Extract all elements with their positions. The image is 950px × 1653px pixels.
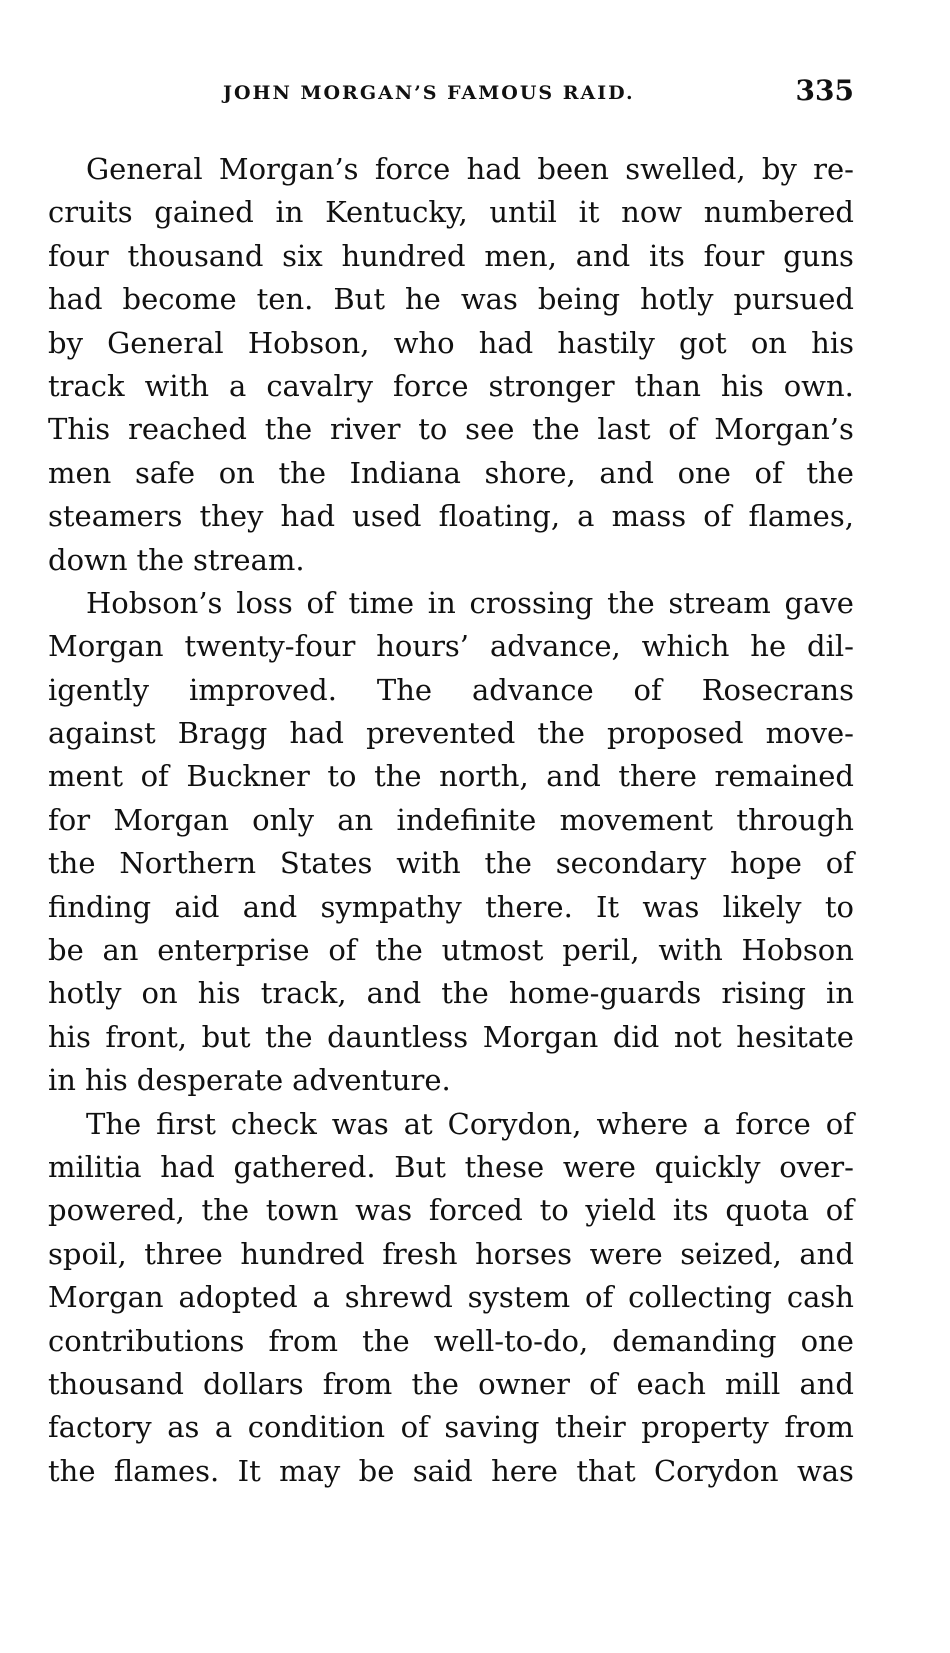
word: adventure. [292, 1063, 451, 1098]
word: he [405, 282, 441, 317]
word: become [122, 282, 237, 317]
word: the [48, 1453, 96, 1488]
word: hours’ [376, 629, 470, 664]
word: men [48, 455, 112, 490]
word: check [230, 1106, 317, 1141]
word: may [279, 1453, 341, 1488]
word: to [327, 759, 357, 794]
word: secondary [555, 846, 707, 881]
word: Kentucky, [325, 195, 468, 230]
word: reached [127, 412, 247, 447]
text-line [48, 191, 854, 234]
text-line [48, 365, 854, 408]
word: swelled, [625, 152, 746, 186]
word: did [612, 1019, 660, 1054]
word: an [102, 933, 139, 968]
text-line [48, 495, 854, 538]
word: hotly [48, 976, 122, 1011]
word: move- [765, 716, 854, 751]
word: But [394, 1149, 446, 1184]
word: and [575, 238, 631, 273]
word: the [278, 455, 326, 490]
word: ten. [256, 282, 314, 317]
word: dil- [807, 629, 854, 664]
word: system [467, 1280, 571, 1315]
word: hundred [240, 1236, 365, 1271]
text-line [48, 408, 854, 451]
word: for [48, 802, 91, 837]
word: collecting [628, 1280, 772, 1315]
word: see [465, 412, 515, 447]
word: of [825, 1106, 854, 1141]
word: and [799, 1236, 854, 1271]
word: from [784, 1410, 854, 1445]
word: and [599, 455, 654, 490]
word: and [799, 1366, 854, 1401]
word: The [376, 672, 433, 707]
word: mass [611, 499, 687, 534]
word: by [761, 152, 797, 186]
word: was [460, 282, 518, 317]
word: Rosecrans [701, 672, 854, 707]
word: dauntless [327, 1019, 469, 1054]
word: not [673, 1019, 722, 1054]
word: stream. [193, 542, 305, 577]
text-line [48, 1103, 854, 1146]
word: aid [174, 889, 220, 924]
word: time [348, 585, 415, 620]
word: sympathy [320, 889, 462, 924]
word: well-to-do, [433, 1323, 589, 1358]
word: used [352, 499, 422, 534]
text-line [48, 235, 854, 278]
word: of [328, 933, 357, 968]
word: gathered. [233, 1149, 376, 1184]
word: Hobson [741, 933, 854, 968]
word: Morgan [48, 629, 164, 664]
word: the [48, 846, 96, 881]
word: town [265, 1193, 339, 1228]
word: the [806, 455, 854, 490]
word: there. [485, 889, 573, 924]
word: flames. [113, 1453, 220, 1488]
paragraph [48, 1103, 854, 1494]
word: saving [444, 1410, 540, 1445]
word: thousand [48, 1366, 184, 1401]
word: force [374, 152, 451, 186]
word: as [167, 1410, 200, 1445]
word: Morgan [113, 802, 229, 837]
word: gave [784, 585, 854, 620]
word: in [275, 195, 304, 230]
word: of [754, 455, 783, 490]
word: that [576, 1453, 636, 1488]
word: It [596, 889, 620, 924]
word: of [825, 1193, 854, 1228]
word: crossing [469, 585, 594, 620]
word: was [642, 889, 700, 924]
word: Morgan’s [714, 412, 854, 447]
word: last [597, 412, 651, 447]
word: the [607, 585, 655, 620]
word: being [537, 282, 621, 317]
word: Morgan [48, 1280, 164, 1315]
text-line [48, 1189, 854, 1232]
word: only [252, 802, 314, 837]
word: demanding [612, 1323, 777, 1358]
text-line [48, 712, 854, 755]
word: and [366, 976, 422, 1011]
word: Corydon [653, 1453, 779, 1488]
word: hotly [640, 282, 714, 317]
word: by [48, 325, 83, 360]
word: there [618, 759, 697, 794]
text-line [48, 929, 854, 972]
word: got [679, 325, 727, 360]
word: was [331, 1106, 389, 1141]
word: Indiana [349, 455, 461, 490]
text-line [48, 842, 854, 885]
word: of [703, 499, 732, 534]
word: owner [478, 1366, 571, 1401]
word: flames, [748, 499, 854, 534]
word: This [48, 412, 111, 447]
word: four [48, 238, 109, 273]
word: twenty-four [184, 629, 356, 664]
word: Morgan [482, 1019, 599, 1054]
word: gained [154, 195, 254, 230]
word: his [84, 1063, 128, 1098]
word: be [48, 933, 84, 968]
word: a [214, 1410, 233, 1445]
word: indefinite [396, 802, 537, 837]
word: the [264, 412, 313, 447]
word: hastily [557, 325, 655, 360]
text-line [48, 972, 854, 1015]
word: mill [725, 1366, 781, 1401]
word: desperate [136, 1063, 284, 1098]
word: The [86, 1106, 142, 1141]
word: had [160, 1149, 215, 1184]
word: cruits [48, 195, 133, 230]
word: States [279, 846, 373, 881]
word: hundred [341, 238, 466, 273]
word: north, [439, 759, 529, 794]
word: three [144, 1236, 223, 1271]
word: fresh [382, 1236, 458, 1271]
word: with [144, 368, 210, 403]
word: pursued [733, 282, 854, 317]
word: the [484, 846, 532, 881]
word: a [312, 1280, 330, 1315]
word: of [400, 1410, 429, 1445]
word: was [796, 1453, 854, 1488]
word: advance, [489, 629, 621, 664]
word: and [546, 759, 601, 794]
word: General [86, 152, 203, 186]
word: rising [721, 976, 806, 1011]
paragraph [48, 148, 854, 582]
word: a [703, 1106, 721, 1141]
word: But [333, 282, 385, 317]
text-line [48, 1406, 854, 1449]
word: cash [786, 1280, 854, 1315]
word: first [156, 1106, 216, 1141]
word: of [589, 1366, 618, 1401]
word: floating, [438, 499, 561, 534]
word: where [596, 1106, 689, 1141]
text-line [48, 1016, 854, 1059]
word: Hobson, [247, 325, 370, 360]
word: a [229, 368, 247, 403]
word: cavalry [266, 368, 374, 403]
word: river [329, 412, 401, 447]
text-line [48, 582, 854, 625]
word: hope [730, 846, 802, 881]
word: It [237, 1453, 261, 1488]
word: over- [779, 1149, 854, 1184]
word: his [811, 325, 854, 360]
word: quota [725, 1193, 809, 1228]
word: guns [783, 238, 854, 273]
text-line [48, 322, 854, 365]
word: were [589, 1236, 663, 1271]
text-line [48, 625, 854, 668]
word: force [735, 1106, 811, 1141]
word: condition [247, 1410, 386, 1445]
word: forced [428, 1193, 523, 1228]
running-title: JOHN MORGAN’S FAMOUS RAID. [223, 82, 635, 104]
word: seized, [680, 1236, 782, 1271]
word: force [393, 368, 469, 403]
word: ment [48, 759, 123, 794]
word: Buckner [186, 759, 310, 794]
word: contributions [48, 1323, 245, 1358]
word: movement [559, 802, 714, 837]
word: likely [722, 889, 802, 924]
word: to [418, 412, 448, 447]
word: had [280, 499, 336, 534]
text-line [48, 148, 854, 191]
word: he [750, 629, 787, 664]
word: proposed [607, 716, 744, 751]
book-page [48, 70, 854, 1493]
word: property [641, 1410, 769, 1445]
word: yield [585, 1193, 657, 1228]
word: the [136, 542, 185, 577]
word: stronger [488, 368, 615, 403]
word: home-guards [508, 976, 702, 1011]
word: they [199, 499, 264, 534]
word: improved. [188, 672, 337, 707]
word: finding [48, 889, 152, 924]
word: on [141, 976, 178, 1011]
word: it [578, 195, 600, 230]
word: enterprise [157, 933, 310, 968]
word: the [411, 1366, 459, 1401]
word: had [48, 282, 103, 317]
word: prevented [366, 716, 516, 751]
word: than [634, 368, 701, 403]
word: of [825, 846, 854, 881]
word: from [268, 1323, 339, 1358]
word: which [641, 629, 730, 664]
page-number: 335 [795, 74, 854, 107]
word: the [537, 716, 585, 751]
word: steamers [48, 499, 183, 534]
word: his [197, 976, 241, 1011]
text-line [48, 669, 854, 712]
word: own. [783, 368, 854, 403]
text-line [48, 1363, 854, 1406]
word: to [824, 889, 854, 924]
word: of [585, 1280, 614, 1315]
word: but [201, 1019, 251, 1054]
word: igently [48, 672, 149, 707]
word: his [48, 1019, 91, 1054]
word: down [48, 542, 128, 577]
word: had [289, 716, 344, 751]
word: of [633, 672, 662, 707]
word: from [322, 1366, 393, 1401]
word: the [532, 412, 580, 447]
word: shrewd [344, 1280, 453, 1315]
word: shore, [484, 455, 576, 490]
word: re- [813, 152, 854, 186]
word: on [218, 455, 255, 490]
word: one [677, 455, 731, 490]
text-line [48, 278, 854, 321]
word: and [242, 889, 298, 924]
word: track, [260, 976, 347, 1011]
word: dollars [203, 1366, 304, 1401]
word: one [800, 1323, 854, 1358]
word: horses [475, 1236, 573, 1271]
text-line [48, 1233, 854, 1276]
word: until [489, 195, 557, 230]
word: utmost [441, 933, 544, 968]
text-line [48, 799, 854, 842]
word: the [375, 933, 423, 968]
word: numbered [703, 195, 854, 230]
text-line [48, 452, 854, 495]
word: to [539, 1193, 569, 1228]
text-line [48, 1059, 854, 1102]
word: factory [48, 1410, 152, 1445]
word: these [464, 1149, 545, 1184]
word: peril, [562, 933, 640, 968]
word: thousand [127, 238, 264, 273]
word: Bragg [177, 716, 268, 751]
word: with [658, 933, 723, 968]
word: had [466, 152, 522, 186]
text-line [48, 1146, 854, 1189]
text-line [48, 1450, 854, 1493]
running-head [48, 70, 854, 120]
text-line [48, 539, 854, 582]
word: was [355, 1193, 413, 1228]
word: been [537, 152, 609, 186]
word: through [736, 802, 854, 837]
word: had [478, 325, 534, 360]
word: safe [134, 455, 196, 490]
word: hesitate [736, 1019, 854, 1054]
text-line [48, 755, 854, 798]
word: each [636, 1366, 706, 1401]
word: of [140, 759, 169, 794]
word: advance [472, 672, 594, 707]
word: loss [236, 585, 293, 620]
word: Hobson’s [86, 585, 223, 620]
word: powered, [48, 1193, 185, 1228]
word: the [265, 1019, 313, 1054]
word: six [282, 238, 323, 273]
word: in [427, 585, 456, 620]
word: the [362, 1323, 410, 1358]
word: its [649, 238, 685, 273]
word: Morgan’s [218, 152, 359, 186]
word: militia [48, 1149, 142, 1184]
word: men, [484, 238, 557, 273]
word: in [826, 976, 854, 1011]
word: on [750, 325, 787, 360]
word: stream [668, 585, 771, 620]
word: of [668, 412, 697, 447]
word: be [358, 1453, 395, 1488]
text-line [48, 886, 854, 929]
word: track [48, 368, 125, 403]
word: the [201, 1193, 250, 1228]
word: at [403, 1106, 433, 1141]
word: here [491, 1453, 558, 1488]
word: Northern [119, 846, 257, 881]
text-line [48, 1276, 854, 1319]
word: four [703, 238, 765, 273]
word: of [306, 585, 335, 620]
word: said [412, 1453, 473, 1488]
word: General [107, 325, 224, 360]
word: remained [714, 759, 854, 794]
text-line [48, 1320, 854, 1363]
word: front, [105, 1019, 188, 1054]
word: adopted [178, 1280, 298, 1315]
word: their [555, 1410, 626, 1445]
word: the [441, 976, 489, 1011]
word: Corydon, [447, 1106, 582, 1141]
word: his [720, 368, 764, 403]
word: with [396, 846, 461, 881]
word: the [374, 759, 422, 794]
word: against [48, 716, 156, 751]
word: spoil, [48, 1236, 127, 1271]
word: quickly [654, 1149, 761, 1184]
word: an [337, 802, 374, 837]
paragraph [48, 582, 854, 1103]
word: in [48, 1063, 76, 1098]
body-text [48, 148, 854, 1493]
word: a [577, 499, 595, 534]
word: were [562, 1149, 636, 1184]
word: who [393, 325, 455, 360]
word: now [621, 195, 683, 230]
word: its [672, 1193, 709, 1228]
